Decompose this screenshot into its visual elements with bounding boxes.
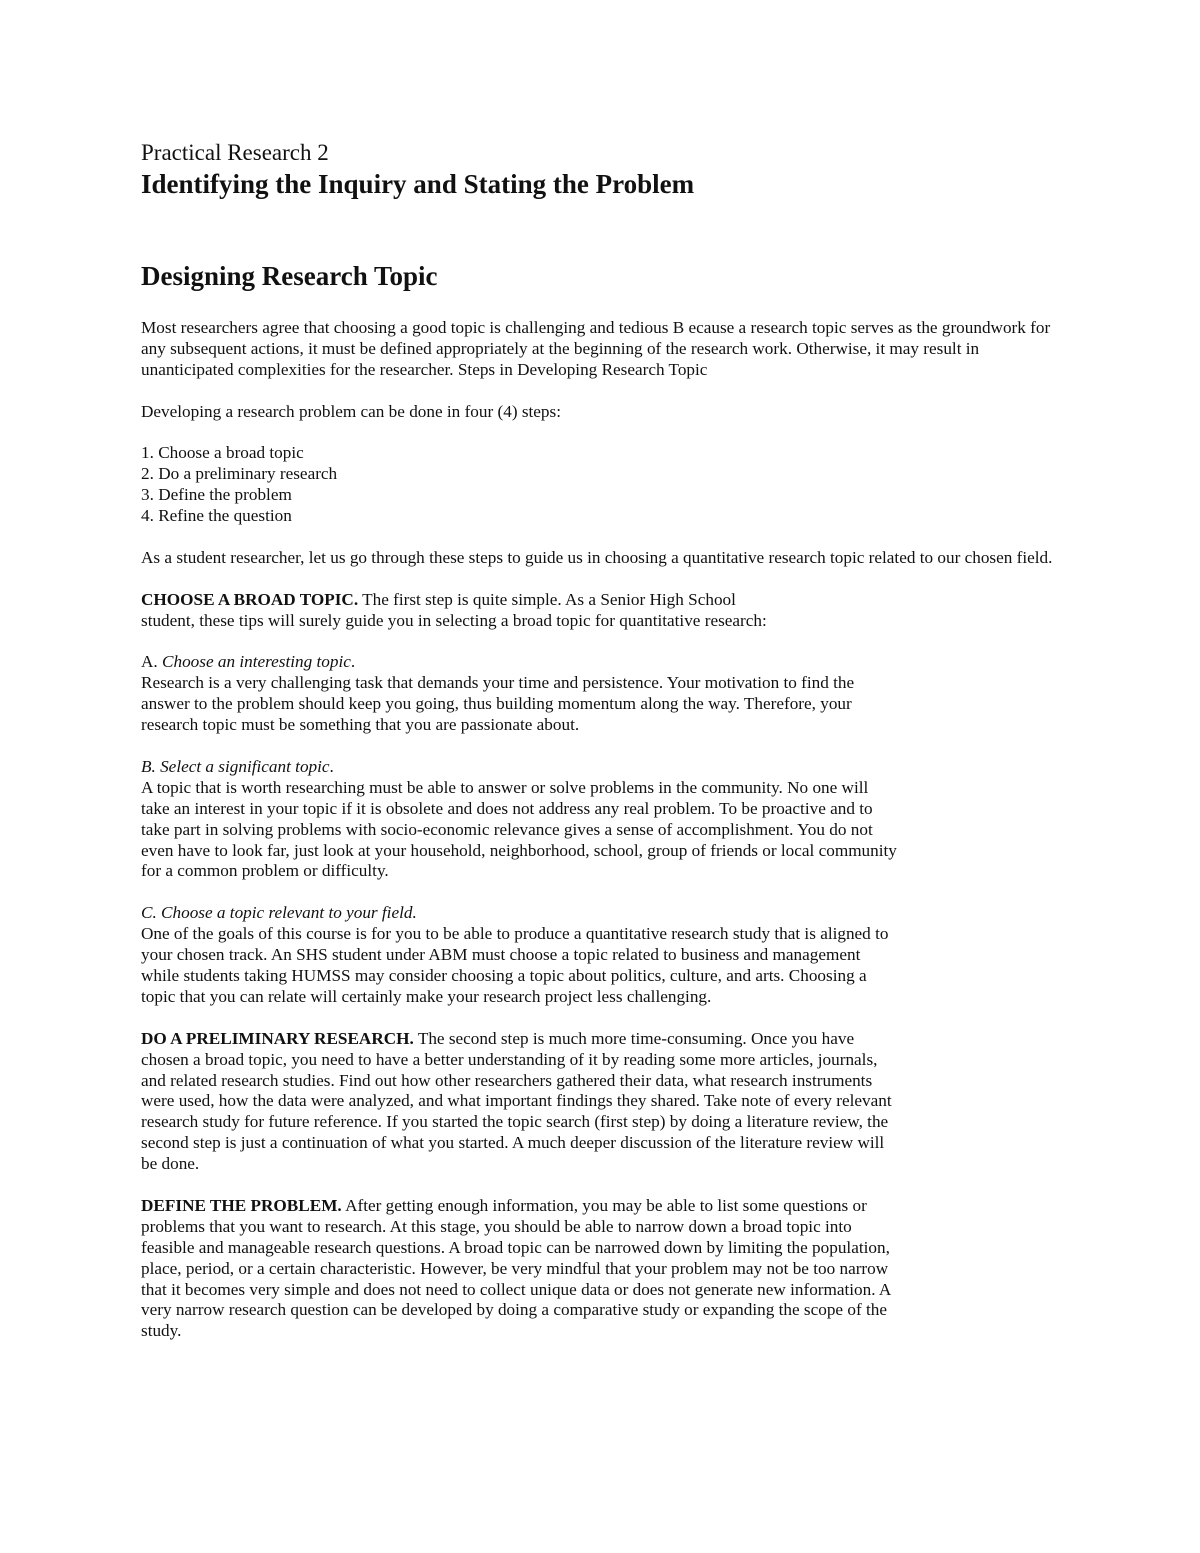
guide-paragraph: As a student researcher, let us go through these steps to guide us in choosing a quantitative research topic related to our chosen field. [141, 547, 1053, 567]
list-item: 3. Define the problem [141, 485, 292, 505]
list-item: 4. Refine the question [141, 506, 292, 526]
preliminary-text: The second step is much more time-consuming. Once you have chosen a broad topic, you need to have a better understanding of it by reading some more articles, journals, and related research studies. Find out how other researchers gathered their data, what research instruments were used, how the data were analyzed, and what important findings they shared. Take note of every relevant research study for future reference. If you started the topic search (first step) by doing a literature review, the second step is just a continuation of what you started. A much deeper discussion of the literature review will be done. [141, 1028, 892, 1174]
section-title: Designing Research Topic [141, 261, 438, 291]
tip-b-title: B. Select a significant topic. [141, 756, 334, 776]
list-item: 1. Choose a broad topic [141, 443, 304, 463]
broad-topic-text-1: The first step is quite simple. As a Senior High School [358, 589, 736, 609]
tip-c-text: One of the goals of this course is for you to be able to produce a quantitative research study that is aligned to your chosen track. An SHS student under ABM must choose a topic related to business and management while students taking HUMSS may consider choosing a topic about politics, culture, and arts. Choosing a topic that you can relate will certainly make your research project less challenging. [141, 924, 889, 1006]
tip-b-text: A topic that is worth researching must be able to answer or solve problems in the community. No one will take an interest in your topic if it is obsolete and does not address any real problem. To be proactive and to take part in solving problems with socio-economic relevance gives a sense of accomplishment. You do not even have to look far, just look at your household, neighborhood, school, group of friends or local community for a common problem or difficulty. [141, 777, 897, 881]
document-page [141, 138, 1071, 1341]
steps-list [141, 443, 1071, 527]
preliminary-heading: DO A PRELIMINARY RESEARCH. [141, 1028, 414, 1048]
steps-intro: Developing a research problem can be done in four (4) steps: [141, 401, 561, 421]
preliminary-paragraph [141, 1029, 901, 1175]
document-body [141, 318, 1071, 1342]
tip-a-title: A. Choose an interesting topic. [141, 652, 356, 672]
intro-paragraph: Most researchers agree that choosing a good topic is challenging and tedious B ecause a research topic serves as the groundwork for any subsequent actions, it must be defined appropriately at the beginning of the research work. Otherwise, it may result in unanticipated complexities for the researcher. Steps in Developing Research Topic [141, 318, 1051, 379]
list-item: 2. Do a preliminary research [141, 464, 338, 484]
broad-topic-text-2: student, these tips will surely guide you in selecting a broad topic for quantitative research: [141, 610, 767, 630]
broad-topic-heading: CHOOSE A BROAD TOPIC. [141, 589, 359, 609]
define-text: After getting enough information, you may be able to list some questions or problems that you want to research. At this stage, you should be able to narrow down a broad topic into feasible and manageable research questions. A broad topic can be narrowed down by limiting the population, place, period, or a certain characteristic. However, be very mindful that your problem may not be too narrow that it becomes very simple and does not need to collect unique data or does not generate new information. A very narrow research question can be developed by doing a comparative study or expanding the scope of the study. [141, 1195, 891, 1341]
define-paragraph [141, 1196, 901, 1342]
document-title: Identifying the Inquiry and Stating the Problem [141, 169, 695, 199]
tip-c-title: C. Choose a topic relevant to your field. [141, 903, 417, 923]
tip-a-text: Research is a very challenging task that demands your time and persistence. Your motivation to find the answer to the problem should keep you going, thus building momentum along the way. Therefore, your research topic must be something that you are passionate about. [141, 673, 855, 735]
define-heading: DEFINE THE PROBLEM. [141, 1195, 342, 1215]
course-title: Practical Research 2 [141, 140, 329, 165]
broad-topic-paragraph [141, 590, 901, 632]
